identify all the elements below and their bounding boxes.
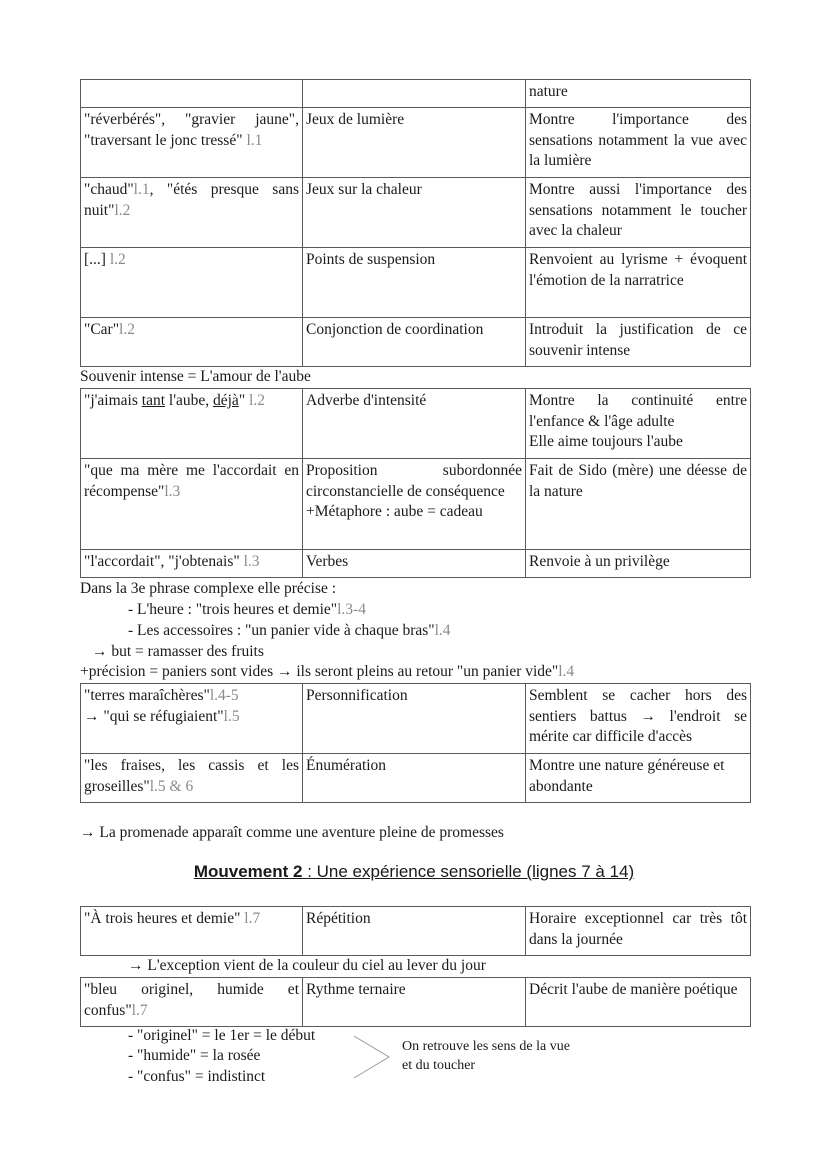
- quote-cell: "terres maraîchères"l.4-5 → "qui se réfugiaient"l.5: [81, 684, 303, 754]
- figure-cell: Rythme ternaire: [303, 978, 526, 1027]
- table-row: [81, 389, 751, 459]
- phrase-item: - Les accessoires : "un panier vide à chaque bras"l.4: [128, 622, 451, 639]
- quote-cell: [81, 80, 303, 108]
- table-row: [81, 178, 751, 248]
- figure-cell: Points de suspension: [303, 248, 526, 318]
- interpretation-cell: Renvoient au lyrisme + évoquent l'émotion de la narratrice: [526, 248, 751, 318]
- figure-cell: Personnification: [303, 684, 526, 754]
- table-row: [81, 754, 751, 803]
- quote-cell: "Car"l.2: [81, 318, 303, 367]
- quote-cell: "j'aimais tant l'aube, déjà" l.2: [81, 389, 303, 459]
- table-row: [81, 978, 751, 1027]
- interpretation-cell: Horaire exceptionnel car très tôt dans la journée: [526, 907, 751, 956]
- table-figures-4: [80, 906, 751, 956]
- phrase-item: - L'heure : "trois heures et demie"l.3-4: [128, 601, 366, 618]
- interpretation-cell: Renvoie à un privilège: [526, 550, 751, 578]
- table-row: [81, 80, 751, 108]
- bullet-item: - "confus" = indistinct: [128, 1068, 266, 1085]
- table-figures-1: [80, 79, 751, 367]
- interpretation-cell: Montre l'importance des sensations notamment la vue avec la lumière: [526, 108, 751, 178]
- bullet-item: - "humide" = la rosée: [128, 1047, 261, 1064]
- sense-note: et du toucher: [402, 1058, 476, 1073]
- interpretation-cell: Décrit l'aube de manière poétique: [526, 978, 751, 1027]
- figure-cell: Énumération: [303, 754, 526, 803]
- quote-cell: [...] l.2: [81, 248, 303, 318]
- interpretation-cell: Montre aussi l'importance des sensations notamment le toucher avec la chaleur: [526, 178, 751, 248]
- quote-cell: "l'accordait", "j'obtenais" l.3: [81, 550, 303, 578]
- quote-cell: "À trois heures et demie" l.7: [81, 907, 303, 956]
- section-heading: Mouvement 2 : Une expérience sensorielle (lignes 7 à 14): [193, 862, 635, 881]
- figure-cell: Verbes: [303, 550, 526, 578]
- table-row: [81, 318, 751, 367]
- interpretation-cell: Montre la continuité entre l'enfance & l'âge adulte Elle aime toujours l'aube: [526, 389, 751, 459]
- table-row: [81, 459, 751, 550]
- conclusion-line: → La promenade apparaît comme une aventure pleine de promesses: [80, 824, 504, 841]
- table-row: [81, 108, 751, 178]
- figure-cell: Jeux de lumière: [303, 108, 526, 178]
- figure-cell: Adverbe d'intensité: [303, 389, 526, 459]
- quote-cell: "que ma mère me l'accordait en récompense"l.3: [81, 459, 303, 550]
- figure-cell: Jeux sur la chaleur: [303, 178, 526, 248]
- quote-cell: "bleu originel, humide et confus"l.7: [81, 978, 303, 1027]
- table-row: [81, 684, 751, 754]
- phrase-intro: Dans la 3e phrase complexe elle précise :: [80, 580, 337, 597]
- phrase-item: → but = ramasser des fruits: [92, 643, 264, 660]
- figure-cell: [303, 80, 526, 108]
- table-figures-2: [80, 388, 751, 578]
- quote-cell: "chaud"l.1, "étés presque sans nuit"l.2: [81, 178, 303, 248]
- bullet-item: - "originel" = le 1er = le début: [128, 1027, 316, 1044]
- table-figures-5: [80, 977, 751, 1027]
- interpretation-cell: Introduit la justification de ce souvenir intense: [526, 318, 751, 367]
- section-line: Souvenir intense = L'amour de l'aube: [80, 368, 311, 385]
- quote-cell: "les fraises, les cassis et les groseilles"l.5 & 6: [81, 754, 303, 803]
- table-row: [81, 550, 751, 578]
- figure-cell: Proposition subordonnée circonstancielle de conséquence +Métaphore : aube = cadeau: [303, 459, 526, 550]
- interpretation-cell: Fait de Sido (mère) une déesse de la nature: [526, 459, 751, 550]
- table-row: [81, 248, 751, 318]
- figure-cell: Répétition: [303, 907, 526, 956]
- phrase-item: +précision = paniers sont vides → ils seront pleins au retour "un panier vide"l.4: [80, 663, 575, 680]
- sense-note: On retrouve les sens de la vue: [402, 1039, 570, 1054]
- quote-cell: "réverbérés", "gravier jaune", "traversant le jonc tressé" l.1: [81, 108, 303, 178]
- table-figures-3: [80, 683, 751, 803]
- interpretation-cell: nature: [526, 80, 751, 108]
- interpretation-cell: Montre une nature généreuse et abondante: [526, 754, 751, 803]
- interpretation-cell: Semblent se cacher hors des sentiers battus → l'endroit se mérite car difficile d'accès: [526, 684, 751, 754]
- table-row: [81, 907, 751, 956]
- exception-line: → L'exception vient de la couleur du ciel au lever du jour: [128, 957, 486, 974]
- figure-cell: Conjonction de coordination: [303, 318, 526, 367]
- chevron-right-icon: [352, 1034, 392, 1080]
